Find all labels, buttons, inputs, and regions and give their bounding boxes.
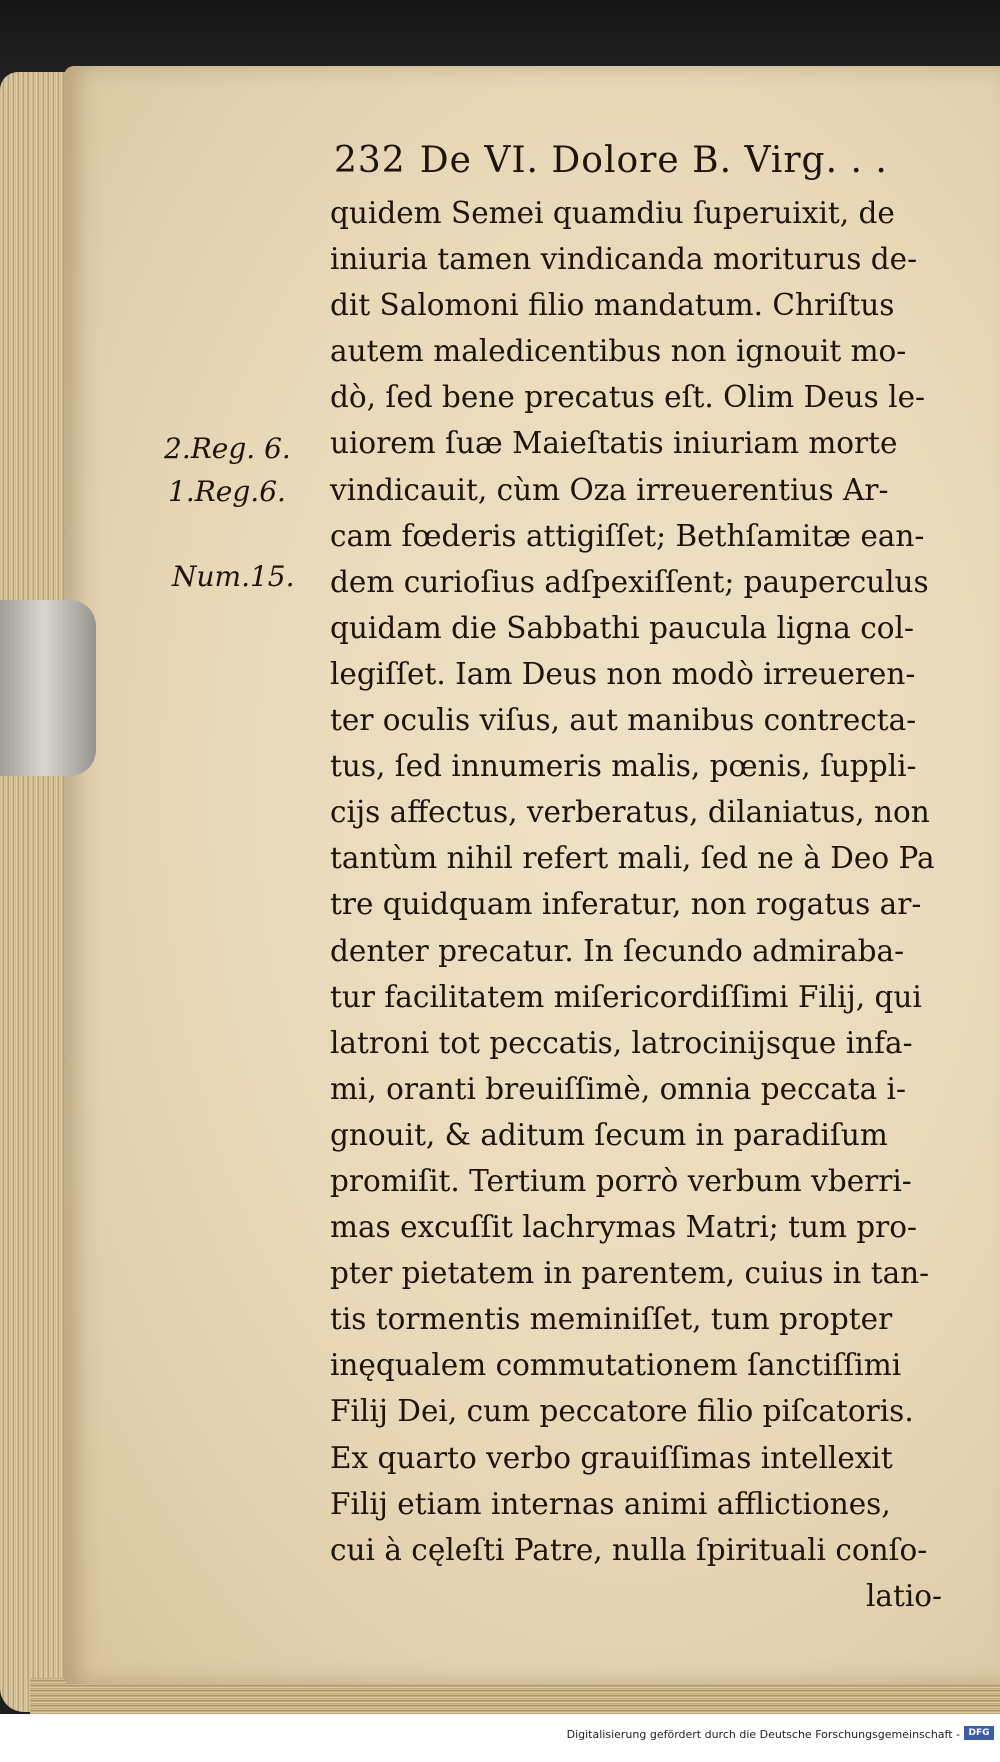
text-line: promiſit. Tertium porrò verbum vberri- [330, 1163, 912, 1198]
text-line: quidem Semei quamdiu ſuperuixit, de [330, 196, 895, 230]
text-line: tus, ſed innumeris malis, pœnis, ſuppli- [330, 749, 917, 784]
text-line: tis tormentis meminiſſet, tum propter [330, 1302, 893, 1337]
text-line: cam fœderis attigiſſet; Bethſamitæ ean- [330, 518, 925, 553]
running-head-title: De VI. Dolore B. Virg. . . [419, 140, 888, 181]
text-line: latroni tot peccatis, latrocinijsque infa- [330, 1025, 913, 1060]
text-line: tantùm nihil refert mali, ſed ne à Deo Pa [330, 841, 935, 876]
text-line: Filij Dei, cum peccatore filio piſcatoris. [330, 1394, 914, 1429]
margin-note: 2.Reg. 6. [164, 432, 291, 465]
text-line: iniuria tamen vindicanda moriturus de- [330, 242, 918, 277]
margin-note: Num.15. [172, 560, 295, 593]
text-line: tur facilitatem miſericordiſſimi Filij, qui [330, 979, 922, 1014]
text-line: legiſſet. Iam Deus non modò irreueren- [330, 656, 916, 691]
text-line: quidam die Sabbathi paucula ligna col- [330, 610, 914, 645]
text-line: gnouit, & aditum ſecum in paradiſum [330, 1117, 888, 1152]
text-line: vindicauit, cùm Oza irreuerentius Ar- [330, 472, 889, 507]
text-line: inęqualem commutationem ſanctiſſimi [330, 1348, 902, 1383]
text-line: cui à cęleſti Patre, nulla ſpirituali conſo- [330, 1532, 928, 1567]
footer-credit: Digitalisierung gefördert durch die Deutsche Forschungsgemeinschaft - [566, 1728, 960, 1741]
text-line: pter pietatem in parentem, cuius in tan- [330, 1256, 930, 1291]
text-line: dem curioſius adſpexiſſent; pauperculus [330, 564, 929, 599]
text-line: Ex quarto verbo grauiſſimas intellexit [330, 1440, 893, 1475]
catchword: latio- [865, 1578, 942, 1613]
body-text [330, 190, 952, 1619]
text-line: mas excuſſit lachrymas Matri; tum pro- [330, 1210, 918, 1245]
text-line: autem maledicentibus non ignouit mo- [330, 334, 907, 369]
dfg-logo-icon: DFG [964, 1726, 994, 1740]
text-line: denter precatur. In ſecundo admiraba- [330, 933, 905, 968]
text-line: cijs affectus, verberatus, dilaniatus, non [330, 795, 930, 830]
text-line: ter oculis viſus, aut manibus contrecta- [330, 703, 917, 738]
digitization-footer [0, 1714, 1000, 1762]
text-line: mi, oranti breuiſſimè, omnia peccata i- [330, 1071, 906, 1106]
text-line: dit Salomoni filio mandatum. Chriſtus [330, 288, 895, 323]
text-line: dò, ſed bene precatus eſt. Olim Deus le- [330, 380, 926, 415]
page-clamp [0, 600, 96, 776]
text-line: tre quidquam inferatur, non rogatus ar- [330, 887, 922, 922]
page-number: 232 [334, 140, 406, 181]
text-line: Filij etiam internas animi afflictiones, [330, 1486, 891, 1521]
running-head [334, 140, 954, 181]
margin-note: 1.Reg.6. [168, 475, 286, 508]
text-line: uiorem ſuæ Maieſtatis iniuriam morte [330, 426, 898, 461]
